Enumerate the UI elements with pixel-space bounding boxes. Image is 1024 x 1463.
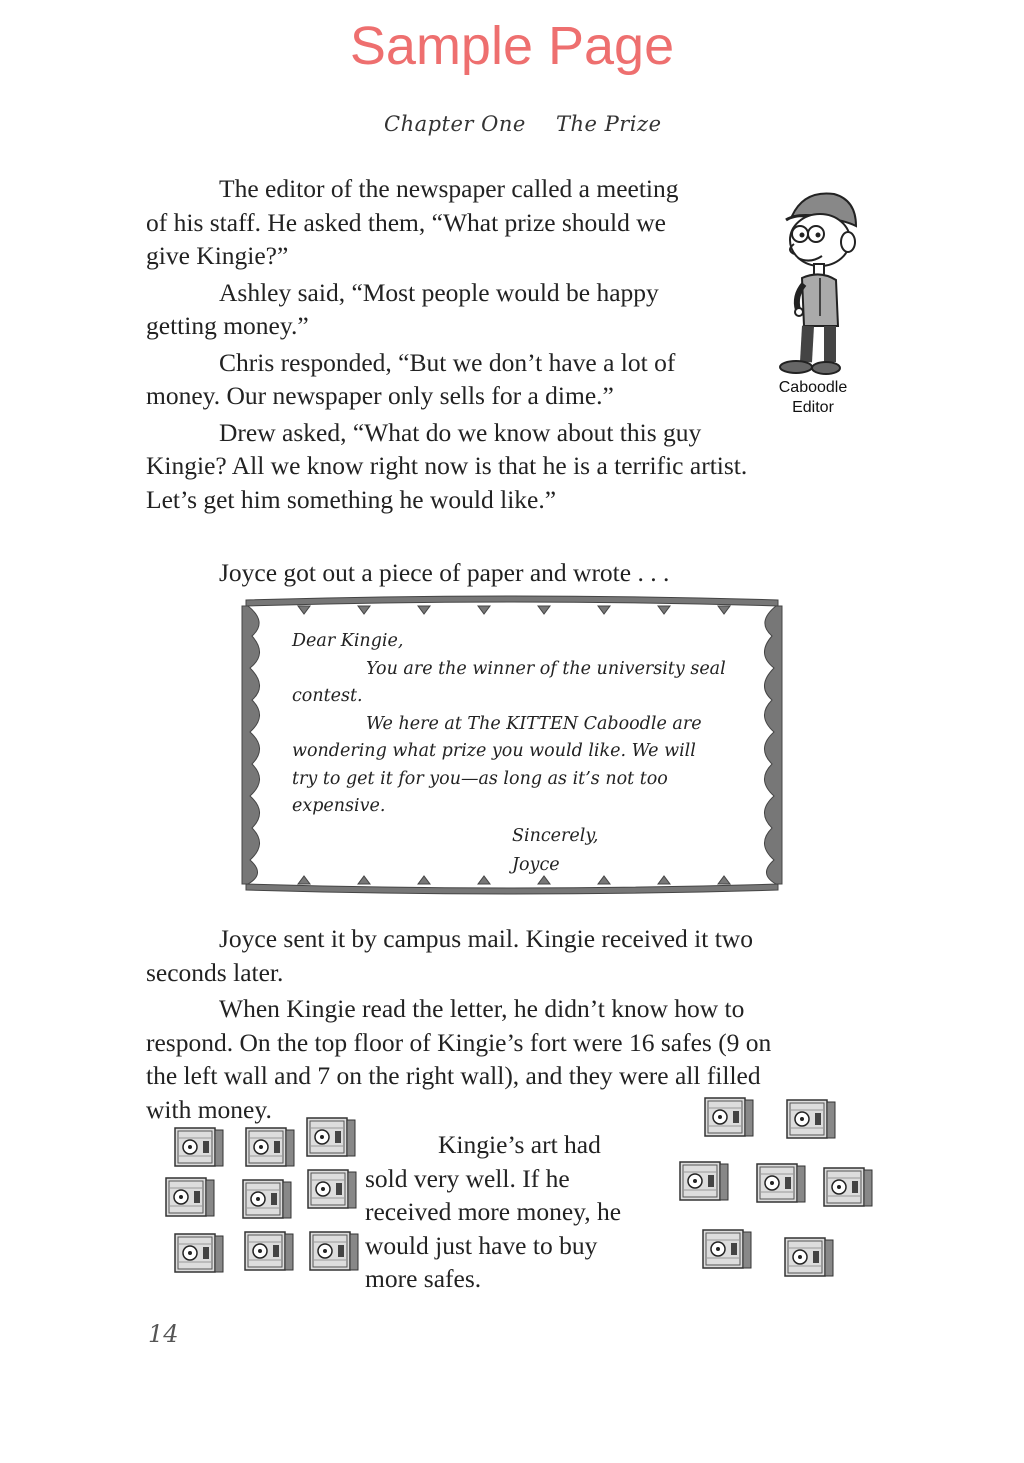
story-line: received more money, he bbox=[365, 1197, 622, 1226]
story-line: Chris responded, “But we don’t have a lot of bbox=[219, 347, 676, 377]
safe-icon bbox=[680, 1162, 728, 1200]
caption-line: Caboodle bbox=[778, 379, 848, 396]
safe-icon bbox=[245, 1232, 293, 1270]
story-line: sold very well. If he bbox=[365, 1163, 570, 1193]
letter-signature: Joyce bbox=[512, 855, 560, 875]
page-title: Sample Page bbox=[349, 16, 675, 76]
safe-icon bbox=[785, 1238, 833, 1276]
story-line: more safes. bbox=[365, 1264, 482, 1293]
safe-icon bbox=[175, 1128, 223, 1166]
letter-line: Dear Kingie, bbox=[292, 631, 404, 651]
page-number: 14 bbox=[148, 1320, 179, 1348]
story-line: give Kingie?” bbox=[146, 241, 289, 270]
story-line: Joyce sent it by campus mail. Kingie received it two bbox=[219, 924, 753, 953]
story-line: Kingie? All we know right now is that he is a terrific artist. bbox=[146, 451, 748, 480]
caption-line: Editor bbox=[792, 399, 834, 416]
story-line: would just have to buy bbox=[365, 1230, 598, 1260]
safe-icon bbox=[246, 1128, 294, 1166]
story-line: seconds later. bbox=[146, 957, 284, 987]
safe-icon bbox=[166, 1178, 214, 1216]
story-line: money. Our newspaper only sells for a dime.” bbox=[146, 381, 614, 410]
story-line: The editor of the newspaper called a meeting bbox=[219, 174, 679, 203]
letter-line: contest. bbox=[292, 686, 363, 706]
story-line: Kingie’s art had bbox=[438, 1130, 601, 1159]
letter-line: We here at The KITTEN Caboodle are bbox=[366, 713, 702, 734]
letter-line: You are the winner of the university seal bbox=[366, 658, 726, 679]
safe-icon bbox=[175, 1234, 223, 1272]
safe-icon bbox=[243, 1180, 291, 1218]
letter-line: wondering what prize you would like. We will bbox=[292, 741, 696, 761]
story-line: of his staff. He asked them, “What prize should we bbox=[146, 207, 666, 237]
story-line: with money. bbox=[146, 1094, 272, 1124]
story-line: getting money.” bbox=[146, 311, 309, 340]
letter-line: try to get it for you—as long as it’s not too bbox=[292, 768, 668, 789]
joyce-intro: Joyce got out a piece of paper and wrote . . . bbox=[219, 558, 670, 587]
letter-signoff: Sincerely, bbox=[512, 825, 599, 846]
safe-icon bbox=[307, 1118, 355, 1156]
story-line: Ashley said, “Most people would be happy bbox=[219, 277, 659, 307]
safe-icon bbox=[705, 1098, 753, 1136]
safe-icon bbox=[703, 1230, 751, 1268]
letter-line: expensive. bbox=[292, 796, 386, 816]
safe-icon bbox=[824, 1168, 872, 1206]
safe-icon bbox=[308, 1170, 356, 1208]
safe-icon bbox=[310, 1232, 358, 1270]
story-line: Let’s get him something he would like.” bbox=[146, 484, 557, 514]
safe-icon bbox=[787, 1100, 835, 1138]
story-line: the left wall and 7 on the right wall), and they were all filled bbox=[146, 1061, 761, 1090]
safe-icon bbox=[757, 1164, 805, 1202]
chapter-title: The Prize bbox=[556, 112, 662, 136]
story-line: respond. On the top floor of Kingie’s fort were 16 safes (9 on bbox=[146, 1027, 772, 1057]
chapter-number: Chapter One bbox=[384, 112, 526, 136]
story-line: When Kingie read the letter, he didn’t know how to bbox=[219, 994, 745, 1023]
story-line: Drew asked, “What do we know about this guy bbox=[219, 417, 702, 447]
